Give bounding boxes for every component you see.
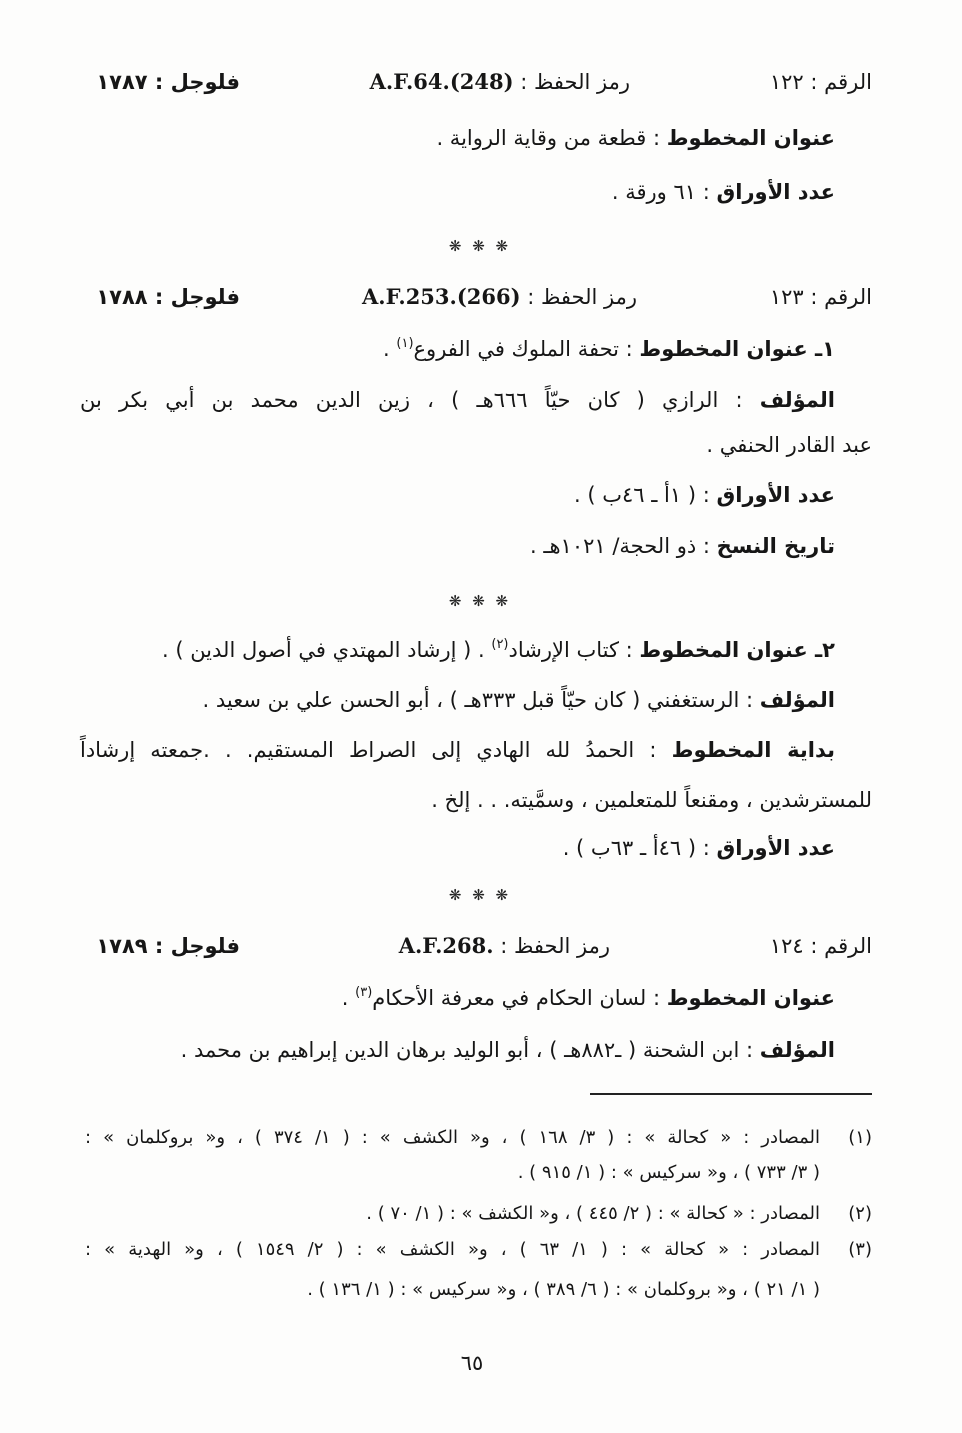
section-separator: ❋ ❋ ❋ [448, 886, 512, 904]
entry-123-header [0, 282, 962, 312]
folio-count-value: ( ١أ ـ ٤٦ب ) . [573, 483, 697, 507]
folio-count-line [80, 833, 835, 863]
record-number-value: ١٢٢ [769, 70, 804, 94]
flugel-number [96, 67, 240, 97]
copy-date-line [80, 531, 835, 561]
manuscript-title-label: عنوان المخطوط [666, 126, 835, 150]
author-label: المؤلف [759, 388, 835, 412]
shelf-mark [370, 67, 630, 97]
author-line [80, 1035, 835, 1065]
flugel-label: فلوجل [170, 285, 240, 309]
incipit-value: الحمدُ لله الهادي إلى الصراط المستقيم. . .جمعته إرشاداً [80, 738, 635, 762]
footnote-text: المصادر : « كحالة » : ( ١/ ٦٣ ) ، و« الكشف » : ( ٢/ ١٥٤٩ ) ، و« الهدية » : [85, 1239, 820, 1260]
colon: : [520, 285, 541, 309]
flugel-value: ١٧٨٧ [96, 70, 148, 94]
incipit-line [80, 735, 835, 765]
footnote-marker: (٢) [491, 637, 509, 652]
folio-count-label: عدد الأوراق [716, 836, 835, 860]
footnote-marker: (٣) [355, 985, 373, 1000]
manuscript-title-tail: . [341, 986, 356, 1010]
shelf-mark-code: A.F.268. [398, 933, 494, 958]
footnote-3 [0, 1237, 962, 1263]
record-number-label: الرقم [824, 285, 872, 309]
colon: : [718, 388, 760, 412]
author-line [80, 685, 835, 715]
manuscript-title-value: كتاب الإرشاد [508, 638, 619, 662]
folio-count-line [80, 480, 835, 510]
folio-count-value: ٦١ ورقة . [611, 180, 697, 204]
colon: : [739, 688, 760, 712]
colon: : [493, 934, 514, 958]
footnote-1 [0, 1125, 962, 1151]
manuscript-title-label: ١ـ عنوان المخطوط [639, 337, 835, 361]
entry-124-header [0, 931, 962, 961]
manuscript-title-label: ٢ـ عنوان المخطوط [639, 638, 835, 662]
flugel-label: فلوجل [170, 70, 240, 94]
footnote-marker: (١) [396, 336, 414, 351]
copy-date-label: تاريخ النسخ [716, 534, 835, 558]
colon: : [696, 180, 717, 204]
colon: : [739, 1038, 760, 1062]
footnote-3-continuation [0, 1277, 962, 1303]
record-number [770, 67, 872, 97]
section-separator: ❋ ❋ ❋ [448, 237, 512, 255]
author-continuation: عبد القادر الحنفي . [706, 433, 872, 457]
record-number [770, 282, 872, 312]
manuscript-title-value: قطعة من وقاية الرواية . [436, 126, 647, 150]
manuscript-title-value: تحفة الملوك في الفروع [413, 337, 619, 361]
footnote-text: ( ١/ ٢١ ) ، و« بروكلمان » : ( ٦/ ٣٨٩ ) ، و« سركيس » : ( ١/ ١٣٦ ) . [307, 1279, 820, 1300]
shelf-mark-code: A.F.253.(266) [361, 284, 521, 309]
footnote-text: ( ٣/ ٧٣٣ ) ، و« سركيس » : ( ١/ ٩١٥ ) . [517, 1162, 820, 1183]
colon: : [646, 986, 667, 1010]
manuscript-title-tail: . ( إرشاد المهتدي في أصول الدين ) . [161, 638, 492, 662]
flugel-label: فلوجل [170, 934, 240, 958]
copy-date-value: ذو الحجة/ ١٠٢١هـ . [529, 534, 697, 558]
colon: : [147, 70, 171, 94]
colon: : [803, 934, 825, 958]
incipit-continuation: للمسترشدين ، ومقنعاً للمتعلمين ، وسمَّيته. . . إلخ . [431, 788, 872, 812]
footnote-2 [0, 1201, 962, 1227]
manuscript-title-line [80, 983, 835, 1017]
footnote-number: (٢) [848, 1203, 872, 1224]
folio-count-value: ( ٤٦أ ـ ٦٣ب ) . [562, 836, 697, 860]
colon: : [147, 934, 171, 958]
author-value: ابن الشحنة ( ـ٨٨٢هـ ) ، أبو الوليد برهان الدين إبراهيم بن محمد . [180, 1038, 740, 1062]
section-separator: ❋ ❋ ❋ [448, 592, 512, 610]
manuscript-title-line [80, 635, 835, 669]
manuscript-title-label: عنوان المخطوط [666, 986, 835, 1010]
footnote-number: (٣) [848, 1239, 872, 1260]
shelf-mark [399, 931, 610, 961]
colon: : [696, 483, 717, 507]
folio-count-label: عدد الأوراق [716, 180, 835, 204]
manuscript-title-tail: . [383, 337, 397, 361]
incipit-label: بداية المخطوط [671, 738, 836, 762]
record-number-label: الرقم [824, 70, 872, 94]
colon: : [696, 534, 717, 558]
page-number: ٦٥ [460, 1351, 484, 1375]
flugel-value: ١٧٨٩ [96, 934, 148, 958]
colon: : [618, 337, 640, 361]
manuscript-title-line [80, 334, 835, 368]
footnote-divider [590, 1093, 872, 1095]
record-number-value: ١٢٤ [769, 934, 804, 958]
shelf-mark-code: A.F.64.(248) [369, 69, 514, 94]
shelf-mark-label: رمز الحفظ [541, 285, 637, 309]
shelf-mark-label: رمز الحفظ [534, 70, 630, 94]
footnote-text: المصادر : « كحالة » : ( ٣/ ١٦٨ ) ، و« الكشف » : ( ١/ ٣٧٤ ) ، و« بروكلمان » : [85, 1127, 821, 1148]
colon: : [803, 70, 825, 94]
flugel-number [96, 931, 240, 961]
colon: : [634, 738, 672, 762]
shelf-mark [362, 282, 637, 312]
colon: : [618, 638, 640, 662]
flugel-number [96, 282, 240, 312]
manuscript-title-line [80, 123, 835, 153]
folio-count-line [80, 177, 835, 207]
footnote-number: (١) [848, 1127, 872, 1148]
colon: : [646, 126, 667, 150]
author-line [80, 385, 835, 415]
author-label: المؤلف [759, 1038, 835, 1062]
record-number [770, 931, 872, 961]
author-value: الرستغفني ( كان حيّاً قبل ٣٣٣هـ ) ، أبو الحسن علي بن سعيد . [202, 688, 740, 712]
author-label: المؤلف [759, 688, 835, 712]
shelf-mark-label: رمز الحفظ [514, 934, 610, 958]
flugel-value: ١٧٨٨ [96, 285, 148, 309]
colon: : [803, 285, 825, 309]
manuscript-title-value: لسان الحكام في معرفة الأحكام [372, 986, 647, 1010]
author-value: الرازي ( كان حيّاً ٦٦٦هـ ) ، زين الدين محمد بن أبي بكر بن [80, 388, 719, 412]
record-number-label: الرقم [824, 934, 872, 958]
footnote-text: المصادر : « كحالة » : ( ٢/ ٤٤٥ ) ، و« الكشف » : ( ١/ ٧٠ ) . [366, 1203, 820, 1224]
record-number-value: ١٢٣ [769, 285, 804, 309]
folio-count-label: عدد الأوراق [716, 483, 835, 507]
colon: : [147, 285, 171, 309]
colon: : [696, 836, 717, 860]
entry-122-header [0, 67, 962, 97]
footnote-1-continuation [0, 1160, 962, 1186]
colon: : [513, 70, 534, 94]
